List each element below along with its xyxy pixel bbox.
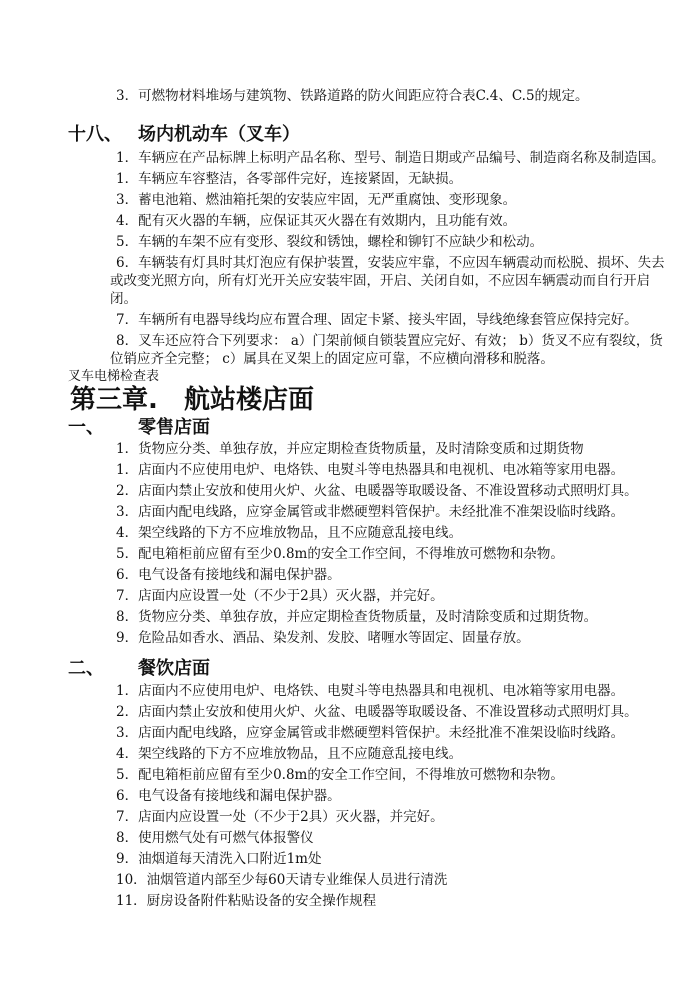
section-18-item: 1．车辆应在产品标牌上标明产品名称、型号、制造日期或产品编号、制造商名称及制造国。 [116, 150, 665, 166]
section-18-item: 4．配有灭火器的车辆，应保证其灭火器在有效期内，且功能有效。 [116, 213, 517, 229]
catering-item: 1．店面内不应使用电炉、电烙铁、电熨斗等电热器具和电视机、电冰箱等家用电器。 [116, 683, 625, 699]
section-18-item: 6．车辆装有灯具时其灯泡应有保护装置，安装应牢靠，不应因车辆震动而松脱、损坏、失去 [116, 255, 665, 271]
section-18-item-continued: 或改变光照方向，所有灯光开关应安装牢固，开启、关闭自如，不应因车辆震动而自行开启 [110, 273, 650, 289]
catering-heading [68, 658, 210, 680]
catering-item: 8．使用燃气处有可燃气体报警仪 [116, 830, 314, 846]
section-18-item: 7．车辆所有电器导线均应布置合理、固定卡紧、接头牢固，导线绝缘套管应保持完好。 [116, 312, 638, 328]
retail-item: 3．店面内配电线路，应穿金属管或非燃硬塑料管保护。未经批准不准架设临时线路。 [116, 504, 625, 520]
retail-item: 4．架空线路的下方不应堆放物品，且不应随意乱接电线。 [116, 525, 463, 541]
retail-item: 1．店面内不应使用电炉、电烙铁、电熨斗等电热器具和电视机、电冰箱等家用电器。 [116, 462, 625, 478]
catering-item: 11．厨房设备附件粘贴设备的安全操作规程 [116, 893, 377, 909]
section-18-number: 十八、 [68, 124, 122, 145]
chapter-3-number: 第三章. [70, 385, 158, 415]
catering-number: 二、 [68, 658, 104, 679]
section-18-item: 1．车辆应车容整洁，各零部件完好，连接紧固，无缺损。 [116, 171, 463, 187]
forklift-checklist-note: 叉车电梯检查表 [68, 369, 160, 384]
catering-item: 4．架空线路的下方不应堆放物品，且不应随意乱接电线。 [116, 746, 463, 762]
retail-number: 一、 [68, 417, 104, 438]
section-18-item: 8．叉车还应符合下列要求： a）门架前倾自锁装置应完好、有效； b）货叉不应有裂纹，货 [116, 333, 663, 349]
intro-item-3: 3．可燃物材料堆场与建筑物、铁路道路的防火间距应符合表C.4、C.5的规定。 [116, 88, 589, 104]
section-18-item: 3．蓄电池箱、燃油箱托架的安装应牢固，无严重腐蚀、变形现象。 [116, 192, 517, 208]
retail-item: 7．店面内应设置一处（不少于2具）灭火器，并完好。 [116, 588, 444, 604]
section-18-item: 5．车辆的车架不应有变形、裂纹和锈蚀，螺栓和铆钉不应缺少和松动。 [116, 234, 544, 250]
catering-title: 餐饮店面 [138, 658, 210, 679]
retail-item: 8．货物应分类、单独存放，并应定期检查货物质量，及时清除变质和过期货物。 [116, 609, 598, 625]
section-18-item-continued: 闭。 [110, 291, 137, 307]
retail-heading [68, 417, 210, 439]
chapter-3-title: 航站楼店面 [184, 385, 315, 415]
catering-item: 9．油烟道每天清洗入口附近1m处 [116, 851, 322, 867]
catering-item: 10．油烟管道内部至少每60天请专业维保人员进行清洗 [116, 872, 448, 888]
catering-item: 3．店面内配电线路，应穿金属管或非燃硬塑料管保护。未经批准不准架设临时线路。 [116, 725, 625, 741]
section-18-title: 场内机动车（叉车） [138, 124, 300, 145]
retail-item: 6．电气设备有接地线和漏电保护器。 [116, 567, 341, 583]
catering-item: 2．店面内禁止安放和使用火炉、火盆、电暖器等取暖设备、不准设置移动式照明灯具。 [116, 704, 638, 720]
section-18-heading [68, 124, 300, 146]
catering-item: 6．电气设备有接地线和漏电保护器。 [116, 788, 341, 804]
retail-item: 1．货物应分类、单独存放，并应定期检查货物质量，及时清除变质和过期货物 [116, 441, 584, 457]
retail-title: 零售店面 [138, 417, 210, 438]
retail-item: 9．危险品如香水、酒品、染发剂、发胶、啫喱水等固定、固量存放。 [116, 630, 530, 646]
retail-item: 5．配电箱柜前应留有至少0.8m的安全工作空间，不得堆放可燃物和杂物。 [116, 546, 564, 562]
chapter-3-heading [70, 385, 314, 415]
retail-item: 2．店面内禁止安放和使用火炉、火盆、电暖器等取暖设备、不准设置移动式照明灯具。 [116, 483, 638, 499]
catering-item: 5．配电箱柜前应留有至少0.8m的安全工作空间，不得堆放可燃物和杂物。 [116, 767, 564, 783]
catering-item: 7．店面内应设置一处（不少于2具）灭火器，并完好。 [116, 809, 444, 825]
section-18-item-continued: 位销应齐全完整； c）属具在叉架上的固定应可靠，不应横向滑移和脱落。 [110, 351, 554, 367]
